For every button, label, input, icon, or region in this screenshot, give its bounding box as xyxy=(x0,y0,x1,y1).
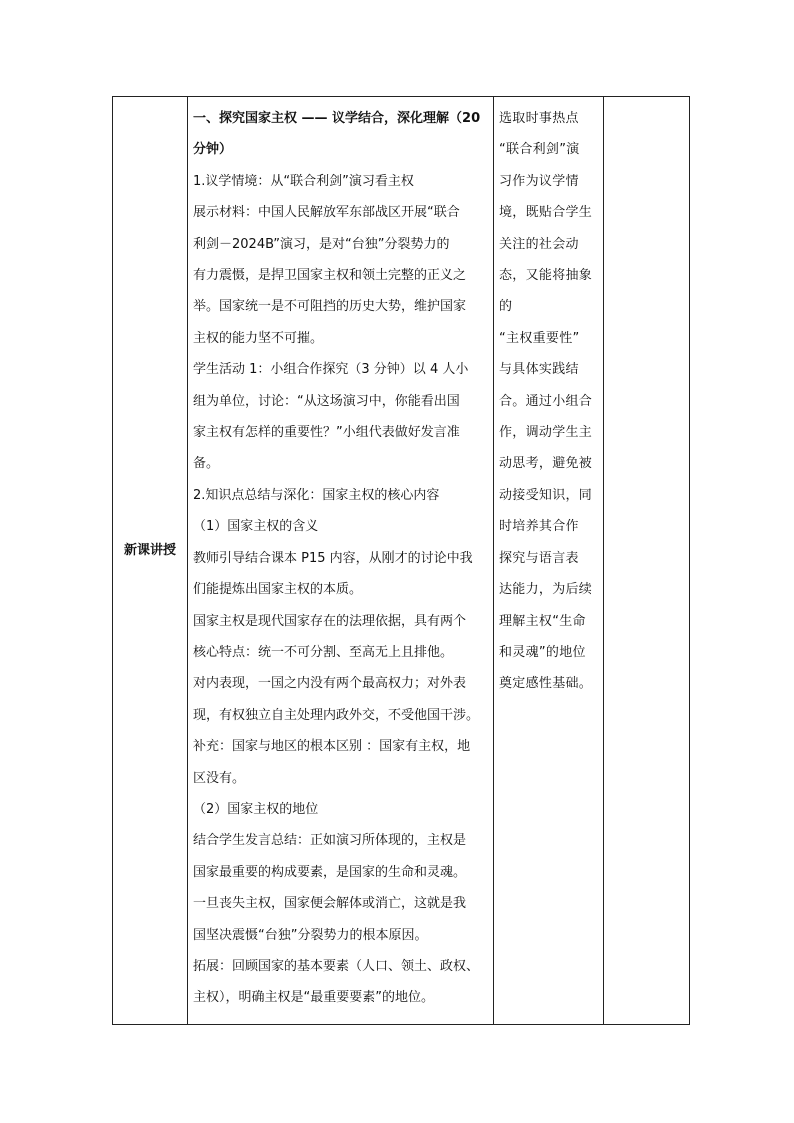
content-line: 备。 xyxy=(193,456,220,472)
content-line: （1）国家主权的含义 xyxy=(193,519,319,535)
content-line: 教师引导结合课本 P15 内容，从刚才的讨论中我 xyxy=(193,550,473,566)
content-line: （2）国家主权的地位 xyxy=(193,801,319,817)
section-heading-duration: 分钟） xyxy=(193,142,233,158)
content-line: 们能提炼出国家主权的本质。 xyxy=(193,582,363,598)
content-line: 一旦丧失主权，国家便会解体或消亡，这就是我 xyxy=(193,896,467,912)
content-line: 家主权有怎样的重要性？”小组代表做好发言准 xyxy=(193,425,460,441)
design-intent-cell xyxy=(493,97,603,1024)
rationale-line: 关注的社会动 xyxy=(499,236,579,252)
rationale-line: 达能力，为后续 xyxy=(499,582,593,598)
stage-cell xyxy=(113,97,187,1024)
rationale-line: 合。通过小组合 xyxy=(499,393,593,409)
content-line: 有力震慑，是捍卫国家主权和领土完整的正义之 xyxy=(193,268,467,284)
content-cell xyxy=(187,97,493,1024)
rationale-line: 和灵魂”的地位 xyxy=(499,644,586,660)
rationale-line: 理解主权“生命 xyxy=(499,613,586,629)
content-line: 区没有。 xyxy=(193,770,246,786)
content-line: 国家最重要的构成要素，是国家的生命和灵魂。 xyxy=(193,864,467,880)
content-line: 现，有权独立自主处理内政外交，不受他国干涉。 xyxy=(193,707,480,723)
section-heading: 一、探究国家主权 —— 议学结合，深化理解（20 xyxy=(193,111,481,126)
rationale-line: 态，又能将抽象的 xyxy=(499,268,593,315)
content-line: 主权），明确主权是“最重要要素”的地位。 xyxy=(193,990,434,1006)
rationale-line: “主权重要性” xyxy=(499,330,580,346)
notes-cell xyxy=(603,97,691,1024)
rationale-line: 时培养其合作 xyxy=(499,519,579,535)
content-line: 2.知识点总结与深化：国家主权的核心内容 xyxy=(193,487,440,503)
content-line: 学生活动 1：小组合作探究（3 分钟）以 4 人小 xyxy=(193,362,469,378)
content-line: 补充：国家与地区的根本区别 ：国家有主权，地 xyxy=(193,739,471,755)
rationale-line: “联合利剑”演 xyxy=(499,142,580,158)
content-line: 1.议学情境：从“联合利剑”演习看主权 xyxy=(193,173,414,189)
content-line: 国坚决震慑“台独”分裂势力的根本原因。 xyxy=(193,927,428,943)
content-line: 举。国家统一是不可阻挡的历史大势，维护国家 xyxy=(193,299,467,315)
stage-label: 新课讲授 xyxy=(123,543,176,558)
rationale-line: 动思考，避免被 xyxy=(499,456,593,472)
content-line: 组为单位，讨论：“从这场演习中，你能看出国 xyxy=(193,393,460,409)
lesson-plan-table xyxy=(112,96,690,1025)
content-line: 国家主权是现代国家存在的法理依据，具有两个 xyxy=(193,613,467,629)
content-line: 主权的能力坚不可摧。 xyxy=(193,330,324,346)
rationale-line: 选取时事热点 xyxy=(499,111,579,126)
content-line: 利剑－2024B”演习，是对“台独”分裂势力的 xyxy=(193,236,450,252)
rationale-line: 作，调动学生主 xyxy=(499,425,593,441)
content-line: 对内表现，一国之内没有两个最高权力；对外表 xyxy=(193,676,467,692)
rationale-line: 动接受知识，同 xyxy=(499,487,593,503)
rationale-line: 探究与语言表 xyxy=(499,550,579,566)
content-line: 结合学生发言总结：正如演习所体现的，主权是 xyxy=(193,833,467,849)
content-line: 核心特点：统一不可分割、至高无上且排他。 xyxy=(193,644,454,660)
content-line: 展示材料：中国人民解放军东部战区开展“联合 xyxy=(193,205,460,221)
rationale-line: 与具体实践结 xyxy=(499,362,579,378)
rationale-line: 奠定感性基础。 xyxy=(499,676,593,692)
content-line: 拓展：回顾国家的基本要素（人口、领土、政权、 xyxy=(193,958,480,974)
rationale-line: 习作为议学情 xyxy=(499,173,579,189)
rationale-line: 境，既贴合学生 xyxy=(499,205,593,221)
